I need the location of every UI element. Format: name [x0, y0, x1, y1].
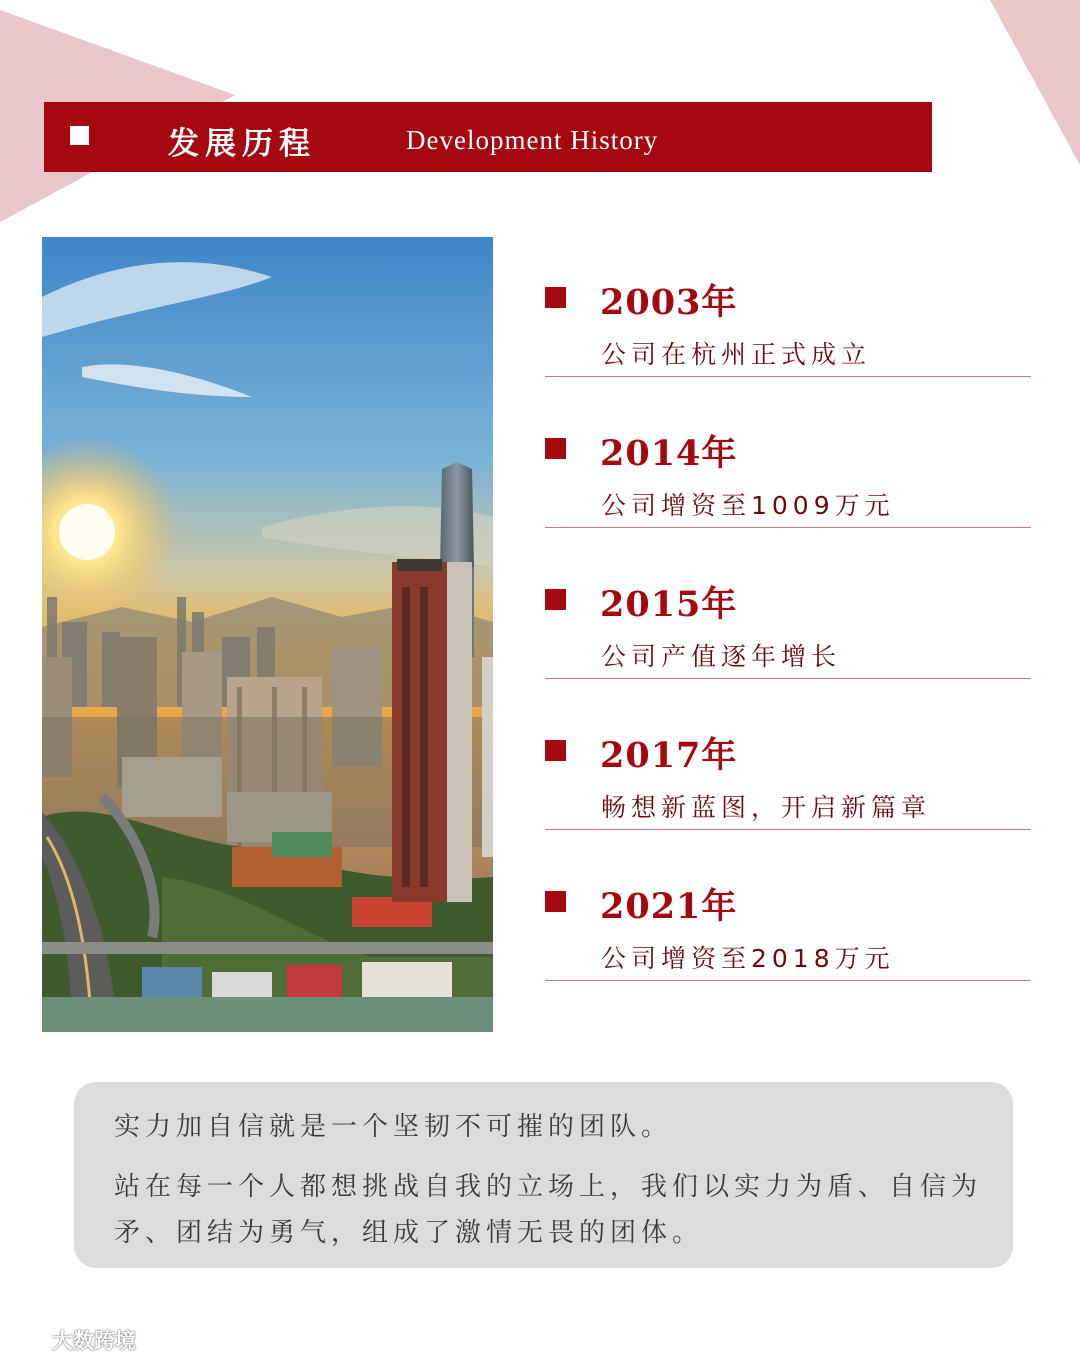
timeline-description: 公司增资至2018万元	[601, 944, 895, 973]
timeline-year: 2017年	[600, 735, 738, 776]
quote-box	[74, 1082, 1013, 1268]
bullet-square-icon	[545, 589, 566, 610]
timeline-description: 公司增资至1009万元	[601, 491, 895, 520]
header-bar	[44, 102, 932, 172]
page-subtitle: Development History	[406, 125, 659, 155]
watermark-logo-icon	[10, 1325, 48, 1355]
timeline-description: 公司产值逐年增长	[601, 642, 842, 671]
timeline-item	[545, 723, 1031, 874]
divider	[545, 829, 1031, 830]
bullet-square-icon	[545, 287, 566, 308]
divider	[545, 527, 1031, 528]
timeline-item	[545, 874, 1031, 1025]
header-square-icon	[70, 126, 89, 145]
bullet-square-icon	[545, 891, 566, 912]
timeline-item	[545, 572, 1031, 723]
watermark-text: 大数跨境	[52, 1329, 136, 1353]
bullet-square-icon	[545, 438, 566, 459]
divider	[545, 980, 1031, 981]
divider	[545, 376, 1031, 377]
timeline-item	[545, 421, 1031, 572]
quote-line-2: 站在每一个人都想挑战自我的立场上，我们以实力为盾、自信为矛、团结为勇气，组成了激情无畏的团体。	[114, 1172, 983, 1248]
timeline-item	[545, 270, 1031, 421]
divider	[545, 678, 1031, 679]
timeline-year: 2014年	[600, 433, 738, 474]
timeline-year: 2015年	[600, 584, 738, 625]
decor-triangle-right	[990, 0, 1080, 170]
timeline	[545, 270, 1031, 1025]
watermark	[10, 1322, 136, 1358]
quote-line-1: 实力加自信就是一个坚韧不可摧的团队。	[114, 1112, 673, 1142]
timeline-year: 2021年	[600, 886, 738, 927]
timeline-year: 2003年	[600, 282, 738, 323]
timeline-description: 畅想新蓝图，开启新篇章	[601, 793, 932, 822]
timeline-description: 公司在杭州正式成立	[601, 340, 872, 369]
city-skyline-photo	[42, 237, 493, 1032]
page-title: 发展历程	[168, 126, 316, 162]
bullet-square-icon	[545, 740, 566, 761]
